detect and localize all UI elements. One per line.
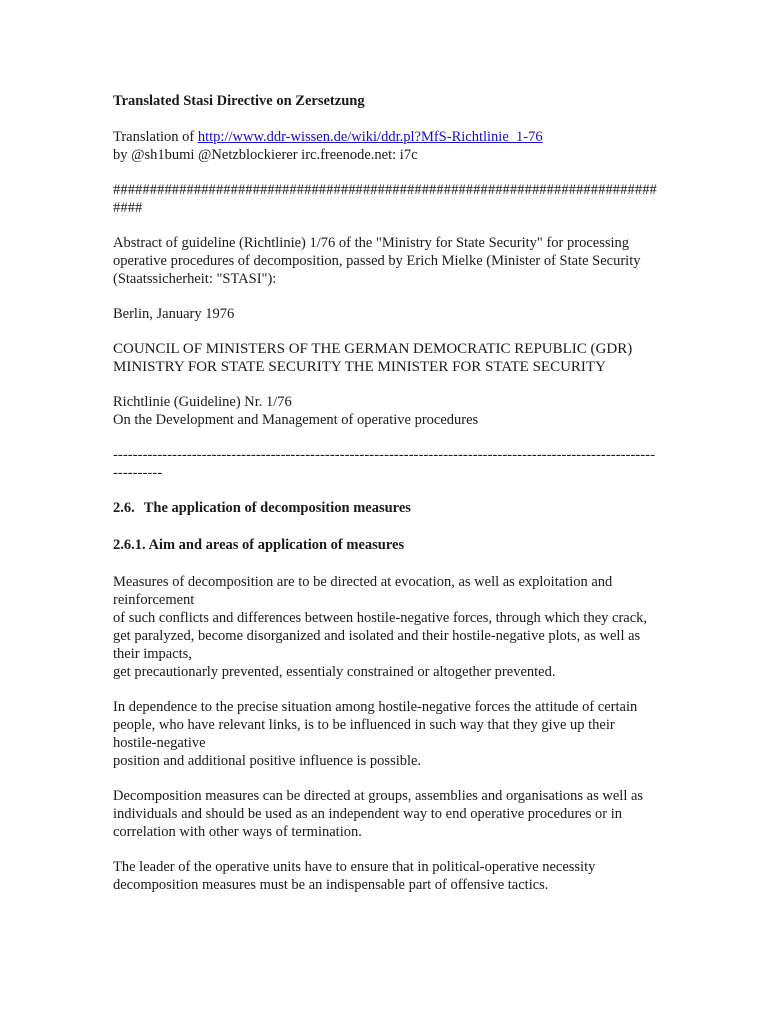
guideline-subject: On the Development and Management of operative procedures	[113, 412, 479, 428]
abstract-paragraph: Abstract of guideline (Richtlinie) 1/76 of the "Ministry for State Security" for processing operative procedures of decomposition, passed by Erich Mielke (Minister of State Security (Staatssicherheit: "STASI"):	[113, 235, 641, 287]
section-title: The application of decomposition measures	[143, 500, 411, 516]
paragraph-2-line-1: In dependence to the precise situation among hostile-negative forces the attitude of certain people, who have relevant links, is to be influenced in such way that they give up their hostile-negative	[113, 699, 638, 751]
ministry-line: MINISTRY FOR STATE SECURITY THE MINISTER FOR STATE SECURITY	[113, 359, 606, 375]
paragraph-1-line-1: Measures of decomposition are to be directed at evocation, as well as exploitation and reinforcement	[113, 574, 613, 608]
document-title: Translated Stasi Directive on Zersetzung	[113, 93, 365, 109]
paragraph-1	[113, 573, 658, 681]
translation-prefix: Translation of	[113, 129, 198, 145]
section-heading	[113, 499, 658, 517]
byline: by @sh1bumi @Netzblockierer irc.freenode.net: i7c	[113, 147, 418, 163]
section-number: 2.6.	[113, 500, 135, 516]
translation-credit	[113, 128, 658, 164]
issuing-authority	[113, 340, 658, 376]
paragraph-1-line-2: of such conflicts and differences between hostile-negative forces, through which they crack, get paralyzed, become disorganized and isolated and their hostile-negative plots, as well as their impacts,	[113, 610, 648, 662]
translation-source-line	[113, 128, 658, 146]
place-date: Berlin, January 1976	[113, 306, 235, 322]
guideline-number: Richtlinie (Guideline) Nr. 1/76	[113, 394, 292, 410]
paragraph-1-line-3: get precautionarly prevented, essentialy constrained or altogether prevented.	[113, 664, 556, 680]
source-link[interactable]: http://www.ddr-wissen.de/wiki/ddr.pl?MfS-Richtlinie_1-76	[197, 129, 543, 145]
paragraph-2	[113, 698, 658, 770]
paragraph-3: Decomposition measures can be directed at groups, assemblies and organisations as well as individuals and should be used as an independent way to end operative procedures or in correlation with other ways of termination.	[113, 788, 644, 840]
hash-separator: ##############################################################################	[113, 182, 657, 216]
paragraph-4: The leader of the operative units have to ensure that in political-operative necessity decomposition measures must be an indispensable part of offensive tactics.	[113, 859, 596, 893]
dash-separator: ------------------------------------------------------------------------------------------------------------------------	[113, 447, 656, 481]
document-page	[113, 92, 658, 911]
council-line: COUNCIL OF MINISTERS OF THE GERMAN DEMOCRATIC REPUBLIC (GDR)	[113, 341, 633, 357]
subsection-heading: 2.6.1. Aim and areas of application of measures	[113, 537, 405, 553]
guideline-info	[113, 393, 658, 429]
paragraph-2-line-2: position and additional positive influence is possible.	[113, 753, 422, 769]
